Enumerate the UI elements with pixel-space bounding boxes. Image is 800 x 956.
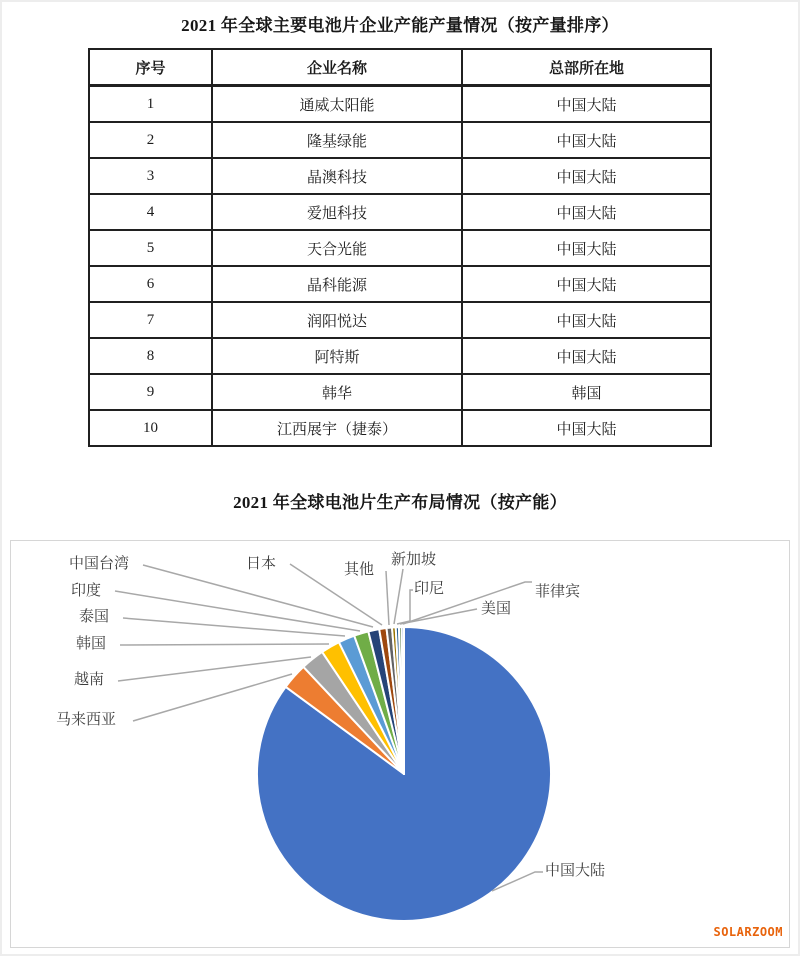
- table-row: [89, 266, 711, 302]
- table-cell: 4: [89, 194, 212, 230]
- table-cell: 6: [89, 266, 212, 302]
- leader-line-新加坡: [394, 569, 403, 624]
- pie-label-泰国: 泰国: [79, 609, 110, 625]
- pie-label-越南: 越南: [74, 672, 105, 688]
- table-row: [89, 410, 711, 446]
- pie-label-新加坡: 新加坡: [391, 552, 437, 568]
- column-header-2: 总部所在地: [462, 49, 711, 86]
- table-cell: 中国大陆: [462, 266, 711, 302]
- table-cell: 润阳悦达: [212, 302, 462, 338]
- table-row: [89, 230, 711, 266]
- table-cell: 晶科能源: [212, 266, 462, 302]
- leader-line-印度: [115, 591, 360, 631]
- column-header-0: 序号: [89, 49, 212, 86]
- leader-line-韩国: [120, 644, 329, 645]
- table-title: 2021 年全球主要电池片企业产能产量情况（按产量排序）: [181, 16, 619, 35]
- table-cell: 江西展宇（捷泰）: [212, 410, 462, 446]
- table-cell: 中国大陆: [462, 158, 711, 194]
- table-row: [89, 86, 711, 123]
- leader-line-泰国: [123, 618, 345, 636]
- companies-table: [88, 48, 712, 447]
- pie-label-日本: 日本: [246, 556, 277, 572]
- table-row: [89, 158, 711, 194]
- table-cell: 5: [89, 230, 212, 266]
- watermark: SOLARZOOM: [713, 925, 783, 939]
- pie-chart-svg: [11, 541, 789, 947]
- table-cell: 9: [89, 374, 212, 410]
- table-cell: 1: [89, 86, 212, 123]
- column-header-1: 企业名称: [212, 49, 462, 86]
- leader-line-其他: [386, 571, 389, 625]
- pie-label-菲律宾: 菲律宾: [535, 584, 581, 600]
- table-cell: 韩华: [212, 374, 462, 410]
- table-cell: 韩国: [462, 374, 711, 410]
- table-cell: 隆基绿能: [212, 122, 462, 158]
- pie-chart-area: [10, 540, 790, 948]
- table-row: [89, 338, 711, 374]
- pie-label-中国大陆: 中国大陆: [545, 863, 606, 879]
- pie-label-印度: 印度: [71, 583, 102, 599]
- table-cell: 中国大陆: [462, 230, 711, 266]
- table-row: [89, 122, 711, 158]
- table-cell: 晶澳科技: [212, 158, 462, 194]
- table-cell: 中国大陆: [462, 122, 711, 158]
- table-row: [89, 194, 711, 230]
- table-cell: 中国大陆: [462, 410, 711, 446]
- table-cell: 中国大陆: [462, 302, 711, 338]
- pie-label-中国台湾: 中国台湾: [69, 556, 130, 572]
- table-row: [89, 302, 711, 338]
- table-cell: 8: [89, 338, 212, 374]
- table-cell: 2: [89, 122, 212, 158]
- table-cell: 中国大陆: [462, 194, 711, 230]
- pie-label-韩国: 韩国: [76, 636, 107, 652]
- table-cell: 3: [89, 158, 212, 194]
- table-cell: 爱旭科技: [212, 194, 462, 230]
- table-cell: 7: [89, 302, 212, 338]
- table-header-row: [89, 49, 711, 86]
- pie-label-马来西亚: 马来西亚: [56, 712, 117, 728]
- pie-label-其他: 其他: [344, 562, 375, 578]
- table-cell: 10: [89, 410, 212, 446]
- table-row: [89, 374, 711, 410]
- table-cell: 阿特斯: [212, 338, 462, 374]
- table-cell: 中国大陆: [462, 338, 711, 374]
- table-cell: 中国大陆: [462, 86, 711, 123]
- pie-label-印尼: 印尼: [414, 581, 445, 597]
- leader-line-马来西亚: [133, 674, 292, 721]
- pie-label-美国: 美国: [481, 601, 512, 617]
- table-cell: 天合光能: [212, 230, 462, 266]
- chart-title: 2021 年全球电池片生产布局情况（按产能）: [233, 493, 567, 512]
- table-cell: 通威太阳能: [212, 86, 462, 123]
